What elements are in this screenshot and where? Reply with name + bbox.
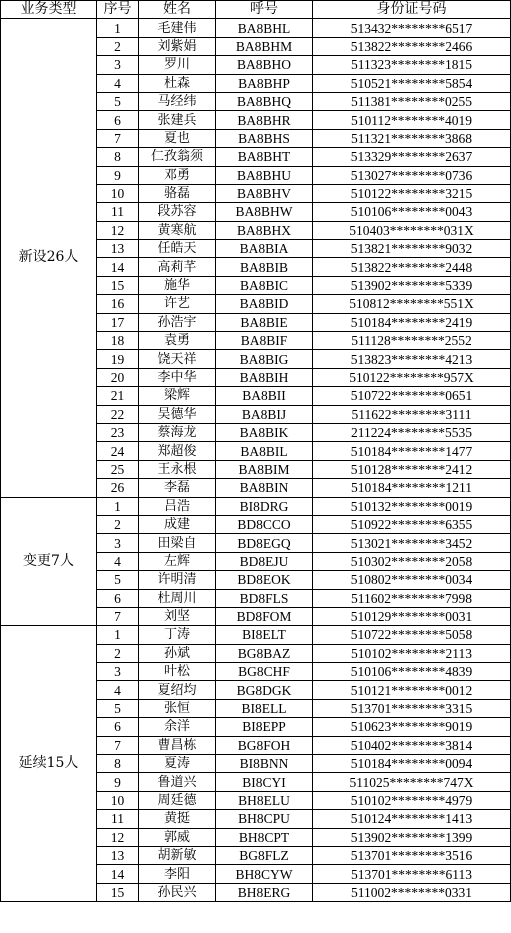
seq-cell: 16 <box>97 295 139 313</box>
seq-cell: 15 <box>97 276 139 294</box>
name-cell: 蔡海龙 <box>139 423 216 441</box>
name-cell: 骆磊 <box>139 184 216 202</box>
seq-cell: 11 <box>97 203 139 221</box>
id-number-cell: 510122********957X <box>313 368 511 386</box>
id-number-cell: 513701********6113 <box>313 865 511 883</box>
seq-cell: 6 <box>97 718 139 736</box>
name-cell: 王永根 <box>139 460 216 478</box>
call-sign-cell: BI8EPP <box>216 718 313 736</box>
seq-cell: 26 <box>97 479 139 497</box>
name-cell: 许艺 <box>139 295 216 313</box>
id-number-cell: 510121********0012 <box>313 681 511 699</box>
id-number-cell: 513822********2466 <box>313 37 511 55</box>
call-sign-cell: BA8BHX <box>216 221 313 239</box>
call-sign-cell: BH8CYW <box>216 865 313 883</box>
name-cell: 叶松 <box>139 663 216 681</box>
name-cell: 成建 <box>139 515 216 533</box>
id-number-cell: 513823********4213 <box>313 350 511 368</box>
seq-cell: 8 <box>97 755 139 773</box>
id-number-cell: 511002********0331 <box>313 883 511 901</box>
id-number-cell: 211224********5535 <box>313 423 511 441</box>
table-body <box>1 19 511 902</box>
table-row <box>1 19 511 37</box>
name-cell: 马经纬 <box>139 92 216 110</box>
name-cell: 杜森 <box>139 74 216 92</box>
name-cell: 郭威 <box>139 828 216 846</box>
seq-cell: 21 <box>97 387 139 405</box>
id-number-cell: 513701********3315 <box>313 699 511 717</box>
name-cell: 左辉 <box>139 552 216 570</box>
id-number-cell: 510102********4979 <box>313 791 511 809</box>
seq-cell: 10 <box>97 791 139 809</box>
id-number-cell: 511602********7998 <box>313 589 511 607</box>
seq-cell: 4 <box>97 681 139 699</box>
call-sign-cell: BA8BIK <box>216 423 313 441</box>
name-cell: 饶天祥 <box>139 350 216 368</box>
id-number-cell: 510403********031X <box>313 221 511 239</box>
call-sign-cell: BD8EJU <box>216 552 313 570</box>
call-sign-cell: BA8BII <box>216 387 313 405</box>
business-type-cell: 新设26人 <box>1 19 97 497</box>
id-number-cell: 513821********9032 <box>313 240 511 258</box>
name-cell: 吕浩 <box>139 497 216 515</box>
name-cell: 刘坚 <box>139 607 216 625</box>
call-sign-cell: BA8BHL <box>216 19 313 37</box>
seq-cell: 23 <box>97 423 139 441</box>
call-sign-cell: BA8BHP <box>216 74 313 92</box>
call-sign-cell: BH8CPT <box>216 828 313 846</box>
id-number-cell: 510184********2419 <box>313 313 511 331</box>
name-cell: 高莉芊 <box>139 258 216 276</box>
call-sign-cell: BA8BIJ <box>216 405 313 423</box>
id-number-cell: 510802********0034 <box>313 571 511 589</box>
id-number-cell: 513329********2637 <box>313 148 511 166</box>
call-sign-cell: BG8FOH <box>216 736 313 754</box>
id-number-cell: 510722********0651 <box>313 387 511 405</box>
name-cell: 郑超俊 <box>139 442 216 460</box>
call-sign-cell: BH8ERG <box>216 883 313 901</box>
table-header <box>1 1 511 19</box>
business-type-cell: 延续15人 <box>1 626 97 902</box>
seq-cell: 18 <box>97 332 139 350</box>
seq-cell: 6 <box>97 111 139 129</box>
seq-cell: 4 <box>97 552 139 570</box>
seq-cell: 14 <box>97 865 139 883</box>
call-sign-cell: BA8BIB <box>216 258 313 276</box>
header-id-number: 身份证号码 <box>313 1 511 19</box>
seq-cell: 13 <box>97 846 139 864</box>
id-number-cell: 510184********0094 <box>313 755 511 773</box>
call-sign-cell: BD8CCO <box>216 515 313 533</box>
id-number-cell: 510106********4839 <box>313 663 511 681</box>
seq-cell: 4 <box>97 74 139 92</box>
seq-cell: 5 <box>97 571 139 589</box>
name-cell: 夏绍均 <box>139 681 216 699</box>
id-number-cell: 510124********1413 <box>313 810 511 828</box>
id-number-cell: 511622********3111 <box>313 405 511 423</box>
name-cell: 夏涛 <box>139 755 216 773</box>
name-cell: 孙民兴 <box>139 883 216 901</box>
id-number-cell: 511321********3868 <box>313 129 511 147</box>
id-number-cell: 511128********2552 <box>313 332 511 350</box>
id-number-cell: 510128********2412 <box>313 460 511 478</box>
name-cell: 罗川 <box>139 56 216 74</box>
id-number-cell: 510112********4019 <box>313 111 511 129</box>
name-cell: 刘紫娟 <box>139 37 216 55</box>
id-number-cell: 510102********2113 <box>313 644 511 662</box>
call-sign-cell: BA8BHT <box>216 148 313 166</box>
seq-cell: 5 <box>97 699 139 717</box>
header-seq: 序号 <box>97 1 139 19</box>
call-sign-cell: BD8EOK <box>216 571 313 589</box>
name-cell: 黄寒航 <box>139 221 216 239</box>
call-sign-cell: BA8BHO <box>216 56 313 74</box>
id-number-cell: 510106********0043 <box>313 203 511 221</box>
call-sign-cell: BG8BAZ <box>216 644 313 662</box>
seq-cell: 20 <box>97 368 139 386</box>
id-number-cell: 510184********1477 <box>313 442 511 460</box>
seq-cell: 2 <box>97 644 139 662</box>
seq-cell: 3 <box>97 663 139 681</box>
call-sign-cell: BA8BIC <box>216 276 313 294</box>
seq-cell: 3 <box>97 56 139 74</box>
name-cell: 杜周川 <box>139 589 216 607</box>
seq-cell: 1 <box>97 626 139 644</box>
header-row <box>1 1 511 19</box>
call-sign-cell: BA8BIL <box>216 442 313 460</box>
seq-cell: 14 <box>97 258 139 276</box>
call-sign-cell: BA8BHQ <box>216 92 313 110</box>
id-number-cell: 510722********5058 <box>313 626 511 644</box>
call-sign-cell: BD8EGQ <box>216 534 313 552</box>
id-number-cell: 510122********3215 <box>313 184 511 202</box>
call-sign-cell: BA8BHR <box>216 111 313 129</box>
id-number-cell: 510812********551X <box>313 295 511 313</box>
call-sign-cell: BG8DGK <box>216 681 313 699</box>
id-number-cell: 510402********3814 <box>313 736 511 754</box>
seq-cell: 5 <box>97 92 139 110</box>
seq-cell: 7 <box>97 607 139 625</box>
name-cell: 曹昌栋 <box>139 736 216 754</box>
call-sign-cell: BI8CYI <box>216 773 313 791</box>
name-cell: 梁辉 <box>139 387 216 405</box>
name-cell: 周廷德 <box>139 791 216 809</box>
call-sign-cell: BD8FOM <box>216 607 313 625</box>
name-cell: 张恒 <box>139 699 216 717</box>
name-cell: 任皓天 <box>139 240 216 258</box>
seq-cell: 2 <box>97 37 139 55</box>
call-sign-cell: BA8BHU <box>216 166 313 184</box>
call-sign-cell: BA8BHS <box>216 129 313 147</box>
call-sign-cell: BA8BIH <box>216 368 313 386</box>
id-number-cell: 513902********1399 <box>313 828 511 846</box>
business-type-cell: 变更7人 <box>1 497 97 626</box>
seq-cell: 7 <box>97 736 139 754</box>
seq-cell: 10 <box>97 184 139 202</box>
call-sign-cell: BA8BID <box>216 295 313 313</box>
id-number-cell: 510184********1211 <box>313 479 511 497</box>
id-number-cell: 510132********0019 <box>313 497 511 515</box>
name-cell: 邓勇 <box>139 166 216 184</box>
call-sign-cell: BG8FLZ <box>216 846 313 864</box>
table-row <box>1 497 511 515</box>
header-business-type: 业务类型 <box>1 1 97 19</box>
name-cell: 张建兵 <box>139 111 216 129</box>
call-sign-cell: BI8ELL <box>216 699 313 717</box>
id-number-cell: 510623********9019 <box>313 718 511 736</box>
call-sign-cell: BA8BIA <box>216 240 313 258</box>
call-sign-cell: BI8DRG <box>216 497 313 515</box>
name-cell: 余洋 <box>139 718 216 736</box>
name-cell: 施华 <box>139 276 216 294</box>
name-cell: 毛建伟 <box>139 19 216 37</box>
seq-cell: 25 <box>97 460 139 478</box>
name-cell: 孙斌 <box>139 644 216 662</box>
name-cell: 吴德华 <box>139 405 216 423</box>
id-number-cell: 511381********0255 <box>313 92 511 110</box>
seq-cell: 15 <box>97 883 139 901</box>
header-call-sign: 呼号 <box>216 1 313 19</box>
name-cell: 胡新敏 <box>139 846 216 864</box>
seq-cell: 11 <box>97 810 139 828</box>
seq-cell: 24 <box>97 442 139 460</box>
id-number-cell: 513027********0736 <box>313 166 511 184</box>
id-number-cell: 511025********747X <box>313 773 511 791</box>
call-sign-cell: BA8BIF <box>216 332 313 350</box>
call-sign-cell: BA8BIE <box>216 313 313 331</box>
seq-cell: 7 <box>97 129 139 147</box>
name-cell: 袁勇 <box>139 332 216 350</box>
call-sign-cell: BI8BNN <box>216 755 313 773</box>
seq-cell: 12 <box>97 221 139 239</box>
call-sign-cell: BA8BHW <box>216 203 313 221</box>
call-sign-cell: BH8CPU <box>216 810 313 828</box>
id-number-cell: 513432********6517 <box>313 19 511 37</box>
call-sign-cell: BA8BIN <box>216 479 313 497</box>
name-cell: 丁涛 <box>139 626 216 644</box>
id-number-cell: 511323********1815 <box>313 56 511 74</box>
header-name: 姓名 <box>139 1 216 19</box>
seq-cell: 12 <box>97 828 139 846</box>
name-cell: 许明清 <box>139 571 216 589</box>
id-number-cell: 513822********2448 <box>313 258 511 276</box>
id-number-cell: 513701********3516 <box>313 846 511 864</box>
id-number-cell: 510521********5854 <box>313 74 511 92</box>
seq-cell: 8 <box>97 148 139 166</box>
seq-cell: 9 <box>97 166 139 184</box>
call-sign-cell: BA8BIM <box>216 460 313 478</box>
name-cell: 孙浩宇 <box>139 313 216 331</box>
seq-cell: 13 <box>97 240 139 258</box>
name-cell: 李阳 <box>139 865 216 883</box>
id-number-cell: 513021********3452 <box>313 534 511 552</box>
name-cell: 李中华 <box>139 368 216 386</box>
seq-cell: 22 <box>97 405 139 423</box>
name-cell: 田梁自 <box>139 534 216 552</box>
name-cell: 黄挺 <box>139 810 216 828</box>
name-cell: 夏也 <box>139 129 216 147</box>
call-sign-cell: BA8BIG <box>216 350 313 368</box>
seq-cell: 3 <box>97 534 139 552</box>
id-number-cell: 510129********0031 <box>313 607 511 625</box>
seq-cell: 1 <box>97 19 139 37</box>
id-number-cell: 510922********6355 <box>313 515 511 533</box>
seq-cell: 19 <box>97 350 139 368</box>
seq-cell: 6 <box>97 589 139 607</box>
call-sign-cell: BH8ELU <box>216 791 313 809</box>
call-sign-cell: BD8FLS <box>216 589 313 607</box>
call-sign-cell: BA8BHM <box>216 37 313 55</box>
call-sign-cell: BG8CHF <box>216 663 313 681</box>
name-cell: 仁孜翁须 <box>139 148 216 166</box>
seq-cell: 9 <box>97 773 139 791</box>
id-number-cell: 513902********5339 <box>313 276 511 294</box>
seq-cell: 1 <box>97 497 139 515</box>
table-row <box>1 626 511 644</box>
id-number-cell: 510302********2058 <box>313 552 511 570</box>
seq-cell: 2 <box>97 515 139 533</box>
name-cell: 段苏容 <box>139 203 216 221</box>
call-sign-cell: BA8BHV <box>216 184 313 202</box>
name-cell: 鲁道兴 <box>139 773 216 791</box>
call-sign-cell: BI8ELT <box>216 626 313 644</box>
name-cell: 李磊 <box>139 479 216 497</box>
seq-cell: 17 <box>97 313 139 331</box>
